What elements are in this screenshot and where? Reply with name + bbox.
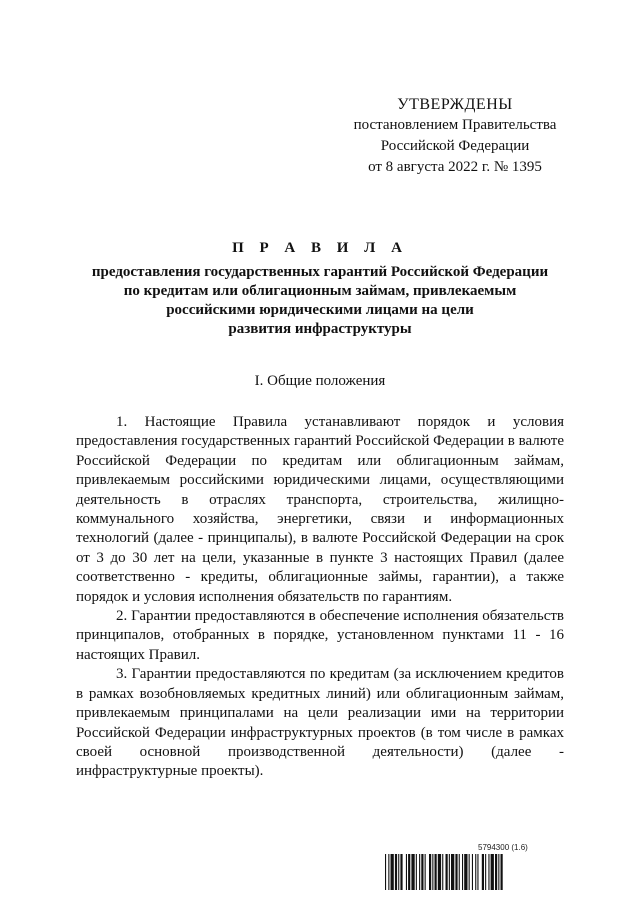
document-title: П Р А В И Л А — [232, 240, 408, 256]
document-body — [76, 413, 564, 782]
approval-line: постановлением Правительства — [353, 117, 557, 133]
subtitle-line: российскими юридическими лицами на цели — [166, 302, 474, 318]
approval-heading: УТВЕРЖДЕНЫ — [397, 96, 513, 113]
approval-block — [348, 94, 562, 178]
section-heading: I. Общие положения — [254, 373, 386, 389]
subtitle-line: по кредитам или облигационным займам, привлекаемым — [123, 283, 517, 299]
subtitle-line: развития инфраструктуры — [228, 321, 412, 337]
document-subtitle — [60, 263, 580, 339]
barcode-image — [384, 854, 564, 890]
paragraph-1: 1. Настоящие Правила устанавливают порядок и условия предоставления государственных гарантий Российской Федерации в валюте Российской Федерации по кредитам или облигационным займам, привлекаемым российскими юридическими лицами, осуществляющими деятельность в отраслях транспорта, строительства, жилищно-коммунального хозяйства, энергетики, связи и информационных технологий (далее - принципалы), в валюте Российской Федерации на срок от 3 до 30 лет на цели, указанные в пункте 3 настоящих Правил (далее соответственно - кредиты, облигационные займы, гарантии), а также порядок и условия исполнения обязательств по гарантиям. — [76, 414, 564, 605]
paragraph-2: 2. Гарантии предоставляются в обеспечение исполнения обязательств принципалов, отобранных в порядке, установленном пунктами 11 - 16 настоящих Правил. — [76, 608, 564, 663]
approval-line: Российской Федерации — [380, 138, 530, 154]
subtitle-line: предоставления государственных гарантий Российской Федерации — [91, 264, 549, 280]
paragraph-3: 3. Гарантии предоставляются по кредитам (за исключением кредитов в рамках возобновляемых кредитных линий) или облигационным займам, привлекаемым принципалами на цели реализации ими на территории Российской Федерации инфраструктурных проектов (в том числе в рамках своей основной производственной деятельности) (далее - инфраструктурные проекты). — [76, 666, 564, 780]
barcode-label: 5794300 (1.6) — [478, 843, 528, 852]
approval-date: от 8 августа 2022 г. № 1395 — [368, 159, 542, 175]
barcode-block — [384, 843, 564, 891]
